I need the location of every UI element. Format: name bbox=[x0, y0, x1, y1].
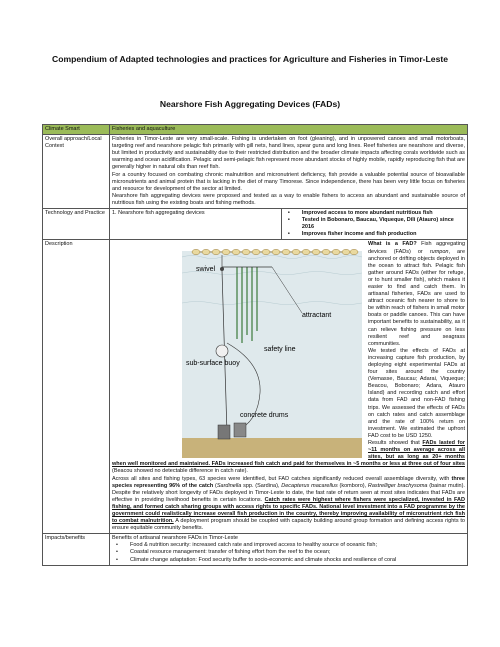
tech-inner-table bbox=[110, 209, 467, 239]
document-subtitle: Nearshore Fish Aggregating Devices (FADs) bbox=[159, 99, 341, 109]
swivel-icon bbox=[220, 267, 224, 271]
safety-line-label: safety line bbox=[264, 346, 296, 354]
climate-value: Fisheries and aquaculture bbox=[110, 125, 468, 135]
impacts-list bbox=[112, 542, 465, 563]
description-content bbox=[110, 240, 468, 534]
float-line bbox=[192, 250, 358, 255]
document-title: Compendium of Adapted technologies and practices for Agriculture and Fisheries in Timor-Leste bbox=[51, 54, 448, 64]
description-paragraph-3: Results showed that FADs lasted for ~11 months on average across all sites, but as long as 20+ months when well monitored and maintained. FADs increased fish catch and paid for themselves in ~5 months or less at three out of four sites (Beacou showed no detectable difference in catch rate). bbox=[112, 440, 466, 475]
tech-bullet: • Tested in Bobonaro, Baucau, Viqueque, Dili (Atauro) since 2016 bbox=[284, 217, 465, 231]
impact-item: • Food & nutrition security: increased catch rate and improved access to healthy source of oceanic fish; bbox=[112, 542, 465, 549]
description-paragraph-1: What is a FAD? Fish aggregating devices (FADs) or rumpon, are anchored or drifting objects deployed in the ocean to attract fish. Pelagic fish gather around FADs (either for refuge, or to hunt smaller fish), which makes it easier to find and catch them. In artisanal fisheries, FADs are used to attract oceanic fish nearer to shore to be within reach of fishers in small motor boats or paddle canoes. This can have important benefits to sustainability, as it can relieve fishing pressure on less resilient reef and seagrass communities. bbox=[368, 241, 466, 347]
description-paragraph-2: We tested the effects of FADs at increasing capture fish production, by deploying eight experimental FADs at four sites around the country (Vemasse, Baucau; Adarai, Viqueque; Beacou, Bobonaro; Adara, Atauro Island) and recording catch and effort data from FAD and non-FAD fishing trips. We assessed the effects of FADs on catch rates and catch assemblage and the rate of 100% return on investment. We estimated the upfront FAD cost to be USD 1250. bbox=[368, 347, 465, 439]
swivel-label: swivel bbox=[196, 266, 216, 274]
tech-bullet: • Improves fisher income and fish production bbox=[284, 231, 465, 238]
results-highlight: FADs lasted for ~11 months on average across all sites, but as long as 20+ months when well monitored and maintained. FADs increased fish catch and paid for themselves in ~5 months or less at three out of four sites bbox=[112, 440, 466, 468]
impact-item: • Coastal resource management: transfer of fishing effort from the reef to the ocean; bbox=[112, 549, 465, 556]
tech-row bbox=[43, 209, 468, 240]
overall-label: Overall approach/Local Context bbox=[43, 135, 110, 209]
description-label: Description bbox=[43, 240, 110, 534]
overall-row bbox=[43, 135, 468, 209]
tech-label: Technology and Practice bbox=[43, 209, 110, 240]
drums-label: concrete drums bbox=[240, 412, 289, 420]
overall-paragraph-2: For a country focused on combating chronic malnutrition and micronutrient deficiency, fish provide a valuable potential source of bioavailable micronutrients and animal protein that is lacking in the diet of many Timorese. Since independence, there has been very little focus on fisheries and resource for development of the sector at limited. bbox=[112, 171, 465, 192]
overall-content bbox=[110, 135, 468, 209]
overall-paragraph-3: Nearshore fish aggregating devices were proposed and tested as a way to enable fishers to access an abundant and sustainable source of nutritious fish using the existing boats and fishing methods. bbox=[112, 192, 465, 206]
description-paragraph-4: Across all sites and fishing types, 63 species were identified, but FAD catches significantly reduced overall assemblage diversity, with three species representing 96% of the catch (Sardinella spp. (Sardina), Decapterus macarellus (komboro), Rastrelliger brachysoma (bainar mutin). Despite the relatively short longevity of FADs deployed in Timor-Leste to date, the fast rate of return seen at most sites indicates that FADs are effective in providing livelihood benefits in certain locations. Catch rates were highest where fishers were specialized, invested in FAD fishing, and formed catch sharing groups with access rights to specific FADs. National level investment into a FAD programme by the government could realistically increase overall fish production in the country, thereby improving availability of micronutrient rich fish to combat malnutrition. A deployment program should be coupled with capacity building around group formation and defining access rights to ensure equitable community benefits. bbox=[112, 475, 465, 532]
climate-row bbox=[43, 125, 468, 135]
impacts-row bbox=[43, 534, 468, 565]
tech-bullets-cell bbox=[281, 209, 467, 239]
attractant-label: attractant bbox=[302, 312, 332, 320]
climate-label: Climate Smart bbox=[43, 125, 110, 135]
what-is-fad: What is a FAD? bbox=[368, 241, 417, 248]
tech-bullet: • Improved access to more abundant nutritious fish bbox=[284, 210, 465, 217]
impact-item: • Climate change adaptation: Food security buffer to socio-economic and climate shocks and resilience of coral bbox=[112, 557, 465, 564]
impacts-intro: Benefits of artisanal nearshore FADs in Timor-Leste bbox=[112, 535, 238, 542]
description-row bbox=[43, 240, 468, 534]
overall-paragraph-1: Fisheries in Timor-Leste are very small-scale. Fishing is undertaken on foot (gleaning), and in unpowered canoes and small motorboats, targeting reef and nearshore pelagic fish primarily with gill nets, hand lines, spear guns and long lines. Reef fisheries are nearshore and diverse, but limited in productivity and sustainability due to their restricted distribution and the broader climate impacts affecting corals worldwide such as warming and ocean acidification. Pelagic and semi-pelagic fish represent more abundant stocks of highly mobile, rapidly reproducing fish that are generally higher in natural oils than reef fish. bbox=[112, 136, 465, 171]
impacts-label: Impacts/benefits bbox=[43, 534, 110, 565]
catch-rates-highlight: Catch rates were highest where fishers were specialized, invested in FAD fishing, and formed catch sharing groups with access rights to specific FADs. National level investment into a FAD programme by the government could realistically increase overall fish production in the country, thereby improving availability of micronutrient rich fish to combat malnutrition. bbox=[112, 496, 465, 525]
fad-diagram bbox=[182, 243, 362, 458]
tech-content bbox=[110, 209, 468, 240]
content-table bbox=[42, 124, 468, 566]
impacts-content bbox=[110, 534, 468, 565]
tech-item: 1. Nearshore fish aggregating devices bbox=[110, 209, 281, 239]
buoy-label: sub-surface buoy bbox=[186, 360, 240, 368]
buoy-icon bbox=[216, 345, 228, 357]
tech-bullets bbox=[284, 210, 465, 238]
svg-text:sub-surface buoy bbox=[186, 360, 240, 367]
